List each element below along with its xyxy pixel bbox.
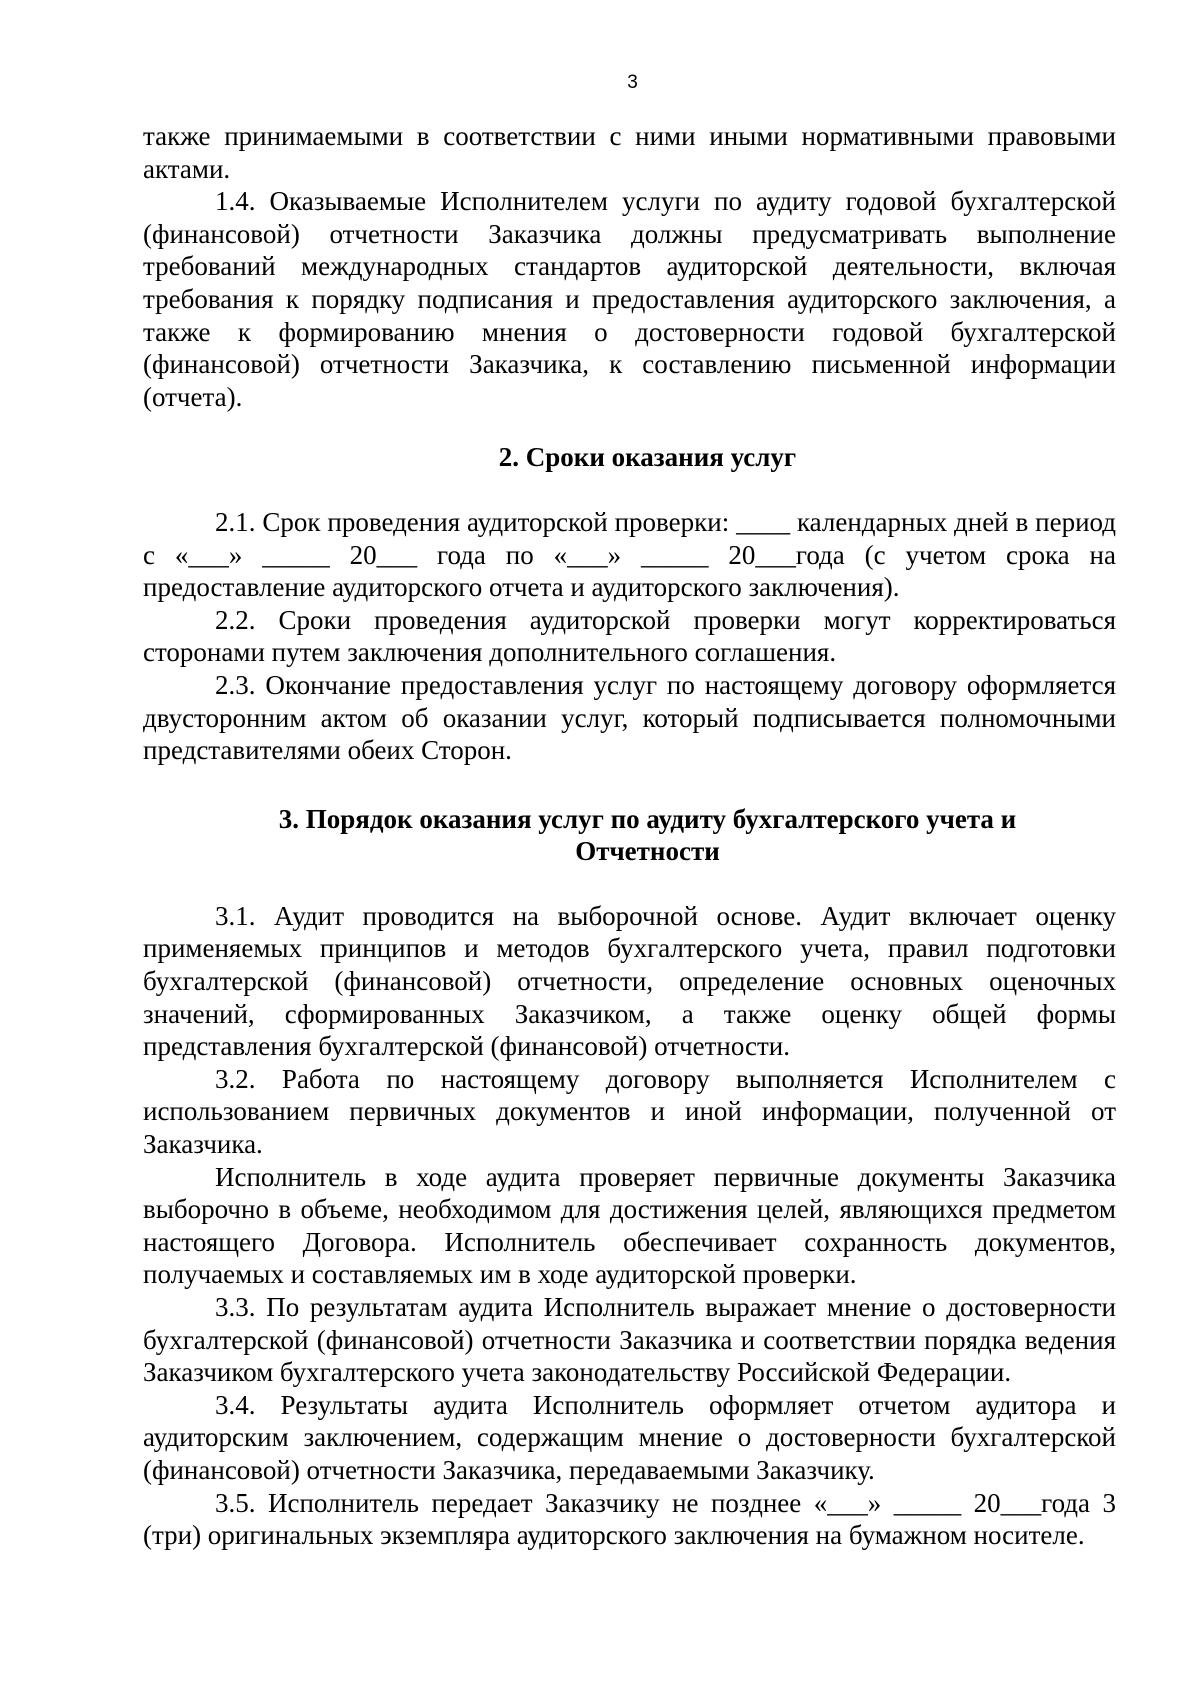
- paragraph-2-3: 2.3. Окончание предоставления услуг по настоящему договору оформляется двусторонним актом об оказании услуг, который подписывается полномочными представителями обеих Сторон.: [143, 669, 1116, 766]
- section-3-heading: [143, 803, 1116, 868]
- paragraph-2-2: 2.2. Сроки проведения аудиторской проверки могут корректироваться сторонами путем заключения дополнительного соглашения.: [143, 604, 1116, 668]
- paragraph-continuation: также принимаемыми в соответствии с ними иными нормативными правовыми актами.: [143, 121, 1116, 184]
- paragraph-3-2-continued: Исполнитель в ходе аудита проверяет первичные документы Заказчика выборочно в объеме, необходимом для достижения целей, являющихся предметом настоящего Договора. Исполнитель обеспечивает сохранность документов, получаемых и составляемых им в ходе аудиторской проверки.: [143, 1161, 1116, 1290]
- section-3-heading-line2: Отчетности: [575, 836, 720, 867]
- paragraph-3-2: 3.2. Работа по настоящему договору выполняется Исполнителем с использованием первичных документов и иной информации, полученной от Заказчика.: [143, 1063, 1116, 1160]
- paragraph-3-4: 3.4. Результаты аудита Исполнитель оформляет отчетом аудитора и аудиторским заключением, содержащим мнение о достоверности бухгалтерской (финансовой) отчетности Заказчика, передаваемыми Заказчику.: [143, 1389, 1116, 1485]
- paragraph-1-4: 1.4. Оказываемые Исполнителем услуги по аудиту годовой бухгалтерской (финансовой) отчетности Заказчика должны предусматривать выполнение требований международных стандартов аудиторской деятельности, включая требования к порядку подписания и предоставления аудиторского заключения, а также к формированию мнения о достоверности годовой бухгалтерской (финансовой) отчетности Заказчика, к составлению письменной информации (отчета).: [143, 186, 1116, 412]
- document-body: [143, 120, 1116, 1552]
- paragraph-3-5: 3.5. Исполнитель передает Заказчику не позднее «___» _____ 20___года 3 (три) оригинальных экземпляра аудиторского заключения на бумажном носителе.: [143, 1487, 1116, 1551]
- section-3-heading-line1: 3. Порядок оказания услуг по аудиту бухгалтерского учета и: [278, 803, 1017, 834]
- page-number: 3: [627, 72, 638, 93]
- paragraph-3-1: 3.1. Аудит проводится на выборочной основе. Аудит включает оценку применяемых принципов и методов бухгалтерского учета, правил подготовки бухгалтерской (финансовой) отчетности, определение основных оценочных значений, сформированных Заказчиком, а также оценку общей формы представления бухгалтерской (финансовой) отчетности.: [143, 900, 1116, 1062]
- paragraph-3-3: 3.3. По результатам аудита Исполнитель выражает мнение о достоверности бухгалтерской (финансовой) отчетности Заказчика и соответствии порядка ведения Заказчиком бухгалтерского учета законодательству Российской Федерации.: [143, 1292, 1116, 1388]
- paragraph-2-1: 2.1. Срок проведения аудиторской проверки: ____ календарных дней в период с «___» _____ 20___ года по «___» _____ 20___года (с учетом срока на предоставление аудиторского отчета и аудиторского заключения).: [143, 506, 1116, 603]
- section-2-heading: 2. Сроки оказания услуг: [498, 442, 797, 473]
